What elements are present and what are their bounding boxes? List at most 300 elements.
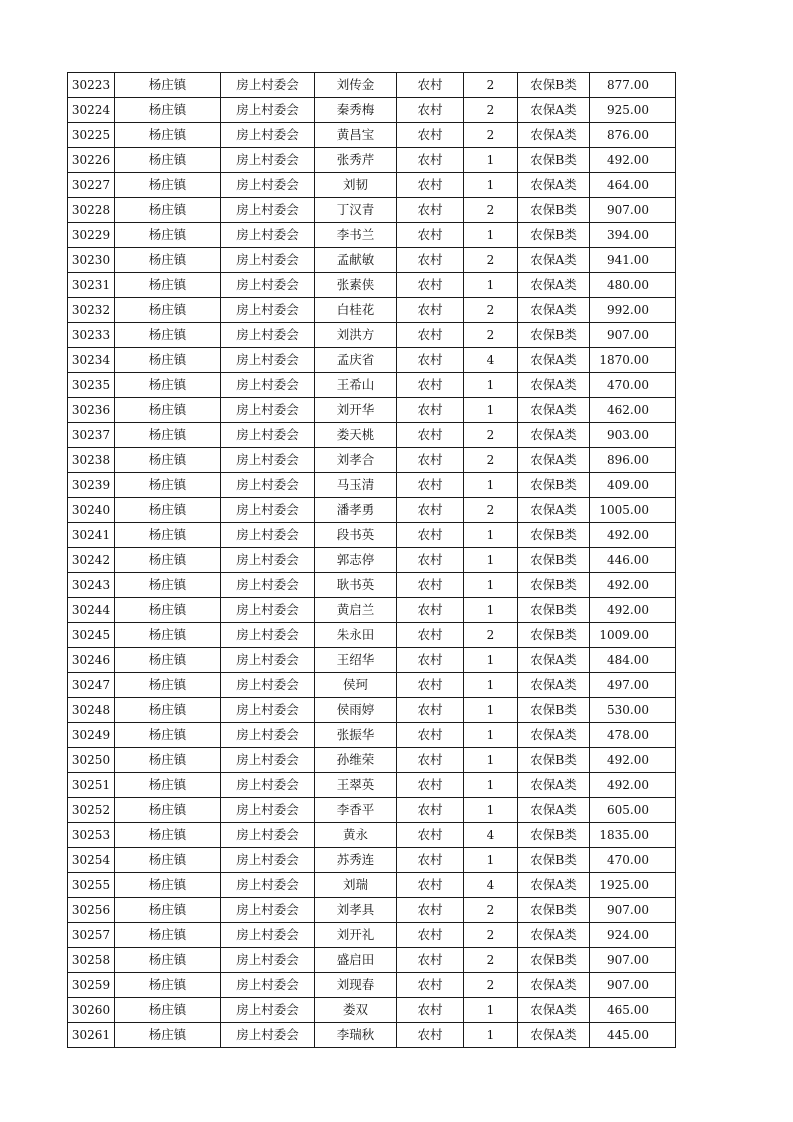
cell-amount: 470.00 (590, 373, 676, 398)
cell-household-count: 2 (464, 123, 518, 148)
cell-area-type: 农村 (397, 298, 464, 323)
cell-village-committee: 房上村委会 (221, 173, 315, 198)
cell-insurance-category: 农保A类 (518, 173, 590, 198)
table-row (68, 998, 676, 1023)
cell-town: 杨庄镇 (115, 523, 221, 548)
cell-record-id: 30228 (68, 198, 115, 223)
table-row (68, 948, 676, 973)
cell-amount: 530.00 (590, 698, 676, 723)
cell-town: 杨庄镇 (115, 248, 221, 273)
cell-household-count: 1 (464, 373, 518, 398)
cell-person-name: 娄天桃 (315, 423, 397, 448)
cell-town: 杨庄镇 (115, 548, 221, 573)
cell-insurance-category: 农保B类 (518, 548, 590, 573)
cell-amount: 941.00 (590, 248, 676, 273)
cell-person-name: 李香平 (315, 798, 397, 823)
cell-household-count: 2 (464, 898, 518, 923)
cell-household-count: 1 (464, 473, 518, 498)
cell-village-committee: 房上村委会 (221, 148, 315, 173)
table-row (68, 623, 676, 648)
cell-household-count: 2 (464, 923, 518, 948)
cell-record-id: 30248 (68, 698, 115, 723)
cell-village-committee: 房上村委会 (221, 723, 315, 748)
cell-amount: 1835.00 (590, 823, 676, 848)
cell-person-name: 张秀芹 (315, 148, 397, 173)
cell-insurance-category: 农保A类 (518, 273, 590, 298)
cell-town: 杨庄镇 (115, 423, 221, 448)
cell-person-name: 刘洪方 (315, 323, 397, 348)
cell-insurance-category: 农保A类 (518, 348, 590, 373)
table-row (68, 773, 676, 798)
cell-village-committee: 房上村委会 (221, 348, 315, 373)
cell-village-committee: 房上村委会 (221, 223, 315, 248)
cell-insurance-category: 农保B类 (518, 573, 590, 598)
cell-amount: 492.00 (590, 598, 676, 623)
cell-household-count: 1 (464, 648, 518, 673)
cell-amount: 907.00 (590, 898, 676, 923)
cell-area-type: 农村 (397, 648, 464, 673)
table-row (68, 398, 676, 423)
cell-town: 杨庄镇 (115, 573, 221, 598)
cell-village-committee: 房上村委会 (221, 948, 315, 973)
table-row (68, 823, 676, 848)
cell-amount: 480.00 (590, 273, 676, 298)
cell-household-count: 1 (464, 698, 518, 723)
cell-household-count: 1 (464, 798, 518, 823)
cell-person-name: 孟献敏 (315, 248, 397, 273)
cell-household-count: 1 (464, 723, 518, 748)
cell-village-committee: 房上村委会 (221, 573, 315, 598)
table-row (68, 248, 676, 273)
cell-village-committee: 房上村委会 (221, 923, 315, 948)
cell-area-type: 农村 (397, 123, 464, 148)
cell-record-id: 30240 (68, 498, 115, 523)
cell-household-count: 2 (464, 948, 518, 973)
cell-amount: 1009.00 (590, 623, 676, 648)
cell-amount: 1925.00 (590, 873, 676, 898)
cell-amount: 1870.00 (590, 348, 676, 373)
cell-household-count: 2 (464, 198, 518, 223)
cell-amount: 470.00 (590, 848, 676, 873)
table-row (68, 498, 676, 523)
cell-amount: 492.00 (590, 773, 676, 798)
cell-insurance-category: 农保A类 (518, 498, 590, 523)
cell-insurance-category: 农保A类 (518, 398, 590, 423)
cell-record-id: 30223 (68, 73, 115, 98)
cell-amount: 394.00 (590, 223, 676, 248)
cell-town: 杨庄镇 (115, 848, 221, 873)
cell-person-name: 刘孝合 (315, 448, 397, 473)
cell-amount: 478.00 (590, 723, 676, 748)
cell-town: 杨庄镇 (115, 173, 221, 198)
cell-village-committee: 房上村委会 (221, 473, 315, 498)
cell-household-count: 2 (464, 298, 518, 323)
cell-insurance-category: 农保A类 (518, 923, 590, 948)
table-row (68, 548, 676, 573)
cell-amount: 445.00 (590, 1023, 676, 1048)
cell-person-name: 张振华 (315, 723, 397, 748)
cell-record-id: 30234 (68, 348, 115, 373)
cell-town: 杨庄镇 (115, 823, 221, 848)
cell-town: 杨庄镇 (115, 323, 221, 348)
cell-record-id: 30261 (68, 1023, 115, 1048)
cell-person-name: 朱永田 (315, 623, 397, 648)
cell-household-count: 2 (464, 248, 518, 273)
table-row (68, 273, 676, 298)
table-row (68, 798, 676, 823)
cell-village-committee: 房上村委会 (221, 373, 315, 398)
cell-insurance-category: 农保A类 (518, 423, 590, 448)
cell-town: 杨庄镇 (115, 873, 221, 898)
cell-village-committee: 房上村委会 (221, 598, 315, 623)
cell-village-committee: 房上村委会 (221, 673, 315, 698)
cell-insurance-category: 农保A类 (518, 373, 590, 398)
cell-town: 杨庄镇 (115, 373, 221, 398)
table-row (68, 473, 676, 498)
cell-record-id: 30253 (68, 823, 115, 848)
cell-village-committee: 房上村委会 (221, 848, 315, 873)
cell-person-name: 李书兰 (315, 223, 397, 248)
cell-household-count: 2 (464, 448, 518, 473)
cell-area-type: 农村 (397, 848, 464, 873)
cell-person-name: 马玉清 (315, 473, 397, 498)
cell-village-committee: 房上村委会 (221, 273, 315, 298)
cell-insurance-category: 农保A类 (518, 448, 590, 473)
cell-person-name: 侯珂 (315, 673, 397, 698)
cell-insurance-category: 农保B类 (518, 948, 590, 973)
cell-household-count: 1 (464, 598, 518, 623)
cell-insurance-category: 农保A类 (518, 998, 590, 1023)
cell-household-count: 1 (464, 748, 518, 773)
cell-area-type: 农村 (397, 948, 464, 973)
cell-town: 杨庄镇 (115, 673, 221, 698)
cell-person-name: 秦秀梅 (315, 98, 397, 123)
cell-amount: 903.00 (590, 423, 676, 448)
table-row (68, 423, 676, 448)
cell-person-name: 张素侠 (315, 273, 397, 298)
cell-insurance-category: 农保B类 (518, 598, 590, 623)
cell-amount: 924.00 (590, 923, 676, 948)
cell-town: 杨庄镇 (115, 648, 221, 673)
cell-household-count: 2 (464, 623, 518, 648)
cell-town: 杨庄镇 (115, 298, 221, 323)
cell-insurance-category: 农保A类 (518, 873, 590, 898)
table-row (68, 298, 676, 323)
cell-record-id: 30231 (68, 273, 115, 298)
cell-insurance-category: 农保B类 (518, 73, 590, 98)
cell-village-committee: 房上村委会 (221, 823, 315, 848)
cell-village-committee: 房上村委会 (221, 1023, 315, 1048)
cell-record-id: 30235 (68, 373, 115, 398)
cell-person-name: 黄永 (315, 823, 397, 848)
cell-area-type: 农村 (397, 998, 464, 1023)
cell-village-committee: 房上村委会 (221, 248, 315, 273)
cell-person-name: 刘传金 (315, 73, 397, 98)
table-row (68, 148, 676, 173)
cell-household-count: 1 (464, 548, 518, 573)
cell-household-count: 1 (464, 673, 518, 698)
cell-household-count: 1 (464, 523, 518, 548)
cell-record-id: 30242 (68, 548, 115, 573)
cell-household-count: 1 (464, 273, 518, 298)
table-row (68, 973, 676, 998)
cell-record-id: 30230 (68, 248, 115, 273)
cell-area-type: 农村 (397, 223, 464, 248)
cell-household-count: 1 (464, 398, 518, 423)
cell-amount: 907.00 (590, 323, 676, 348)
cell-village-committee: 房上村委会 (221, 623, 315, 648)
cell-insurance-category: 农保B类 (518, 623, 590, 648)
cell-person-name: 娄双 (315, 998, 397, 1023)
cell-village-committee: 房上村委会 (221, 498, 315, 523)
cell-person-name: 李瑞秋 (315, 1023, 397, 1048)
cell-town: 杨庄镇 (115, 598, 221, 623)
cell-person-name: 刘现春 (315, 973, 397, 998)
cell-record-id: 30243 (68, 573, 115, 598)
cell-record-id: 30250 (68, 748, 115, 773)
cell-insurance-category: 农保B类 (518, 148, 590, 173)
cell-area-type: 农村 (397, 898, 464, 923)
cell-village-committee: 房上村委会 (221, 648, 315, 673)
cell-town: 杨庄镇 (115, 898, 221, 923)
table-row (68, 898, 676, 923)
table-row (68, 323, 676, 348)
cell-record-id: 30232 (68, 298, 115, 323)
cell-town: 杨庄镇 (115, 448, 221, 473)
cell-area-type: 农村 (397, 323, 464, 348)
cell-person-name: 潘孝勇 (315, 498, 397, 523)
table-row (68, 723, 676, 748)
cell-village-committee: 房上村委会 (221, 548, 315, 573)
cell-amount: 907.00 (590, 973, 676, 998)
cell-town: 杨庄镇 (115, 198, 221, 223)
cell-area-type: 农村 (397, 198, 464, 223)
cell-person-name: 王翠英 (315, 773, 397, 798)
cell-person-name: 刘开华 (315, 398, 397, 423)
cell-village-committee: 房上村委会 (221, 73, 315, 98)
cell-insurance-category: 农保A类 (518, 798, 590, 823)
cell-area-type: 农村 (397, 598, 464, 623)
cell-area-type: 农村 (397, 548, 464, 573)
cell-area-type: 农村 (397, 698, 464, 723)
document-sheet (67, 72, 676, 1048)
cell-area-type: 农村 (397, 498, 464, 523)
cell-person-name: 白桂花 (315, 298, 397, 323)
cell-insurance-category: 农保A类 (518, 648, 590, 673)
table-row (68, 598, 676, 623)
cell-village-committee: 房上村委会 (221, 398, 315, 423)
cell-town: 杨庄镇 (115, 348, 221, 373)
cell-household-count: 4 (464, 873, 518, 898)
cell-insurance-category: 农保A类 (518, 973, 590, 998)
cell-household-count: 2 (464, 973, 518, 998)
cell-insurance-category: 农保A类 (518, 773, 590, 798)
cell-person-name: 段书英 (315, 523, 397, 548)
cell-person-name: 黄启兰 (315, 598, 397, 623)
cell-record-id: 30238 (68, 448, 115, 473)
cell-record-id: 30257 (68, 923, 115, 948)
cell-record-id: 30233 (68, 323, 115, 348)
cell-record-id: 30225 (68, 123, 115, 148)
table-row (68, 673, 676, 698)
cell-village-committee: 房上村委会 (221, 98, 315, 123)
cell-insurance-category: 农保B类 (518, 823, 590, 848)
cell-town: 杨庄镇 (115, 923, 221, 948)
cell-insurance-category: 农保B类 (518, 748, 590, 773)
table-row (68, 198, 676, 223)
cell-amount: 1005.00 (590, 498, 676, 523)
cell-household-count: 1 (464, 998, 518, 1023)
cell-area-type: 农村 (397, 398, 464, 423)
cell-record-id: 30260 (68, 998, 115, 1023)
cell-area-type: 农村 (397, 923, 464, 948)
cell-area-type: 农村 (397, 98, 464, 123)
cell-person-name: 丁汉青 (315, 198, 397, 223)
cell-household-count: 1 (464, 173, 518, 198)
cell-record-id: 30259 (68, 973, 115, 998)
cell-record-id: 30229 (68, 223, 115, 248)
cell-area-type: 农村 (397, 823, 464, 848)
cell-household-count: 4 (464, 823, 518, 848)
cell-insurance-category: 农保B类 (518, 898, 590, 923)
cell-town: 杨庄镇 (115, 773, 221, 798)
cell-town: 杨庄镇 (115, 223, 221, 248)
cell-village-committee: 房上村委会 (221, 123, 315, 148)
cell-village-committee: 房上村委会 (221, 523, 315, 548)
cell-area-type: 农村 (397, 523, 464, 548)
cell-area-type: 农村 (397, 1023, 464, 1048)
cell-household-count: 2 (464, 323, 518, 348)
cell-household-count: 4 (464, 348, 518, 373)
cell-area-type: 农村 (397, 573, 464, 598)
cell-town: 杨庄镇 (115, 123, 221, 148)
cell-person-name: 王绍华 (315, 648, 397, 673)
cell-town: 杨庄镇 (115, 273, 221, 298)
cell-record-id: 30249 (68, 723, 115, 748)
cell-amount: 907.00 (590, 948, 676, 973)
table-row (68, 223, 676, 248)
cell-person-name: 郭志停 (315, 548, 397, 573)
cell-town: 杨庄镇 (115, 948, 221, 973)
cell-town: 杨庄镇 (115, 998, 221, 1023)
cell-town: 杨庄镇 (115, 623, 221, 648)
table-row (68, 848, 676, 873)
table-row (68, 648, 676, 673)
cell-area-type: 农村 (397, 773, 464, 798)
cell-village-committee: 房上村委会 (221, 973, 315, 998)
cell-record-id: 30227 (68, 173, 115, 198)
cell-town: 杨庄镇 (115, 498, 221, 523)
cell-person-name: 黄昌宝 (315, 123, 397, 148)
cell-record-id: 30245 (68, 623, 115, 648)
cell-amount: 465.00 (590, 998, 676, 1023)
table-row (68, 448, 676, 473)
cell-town: 杨庄镇 (115, 798, 221, 823)
cell-person-name: 王希山 (315, 373, 397, 398)
cell-area-type: 农村 (397, 798, 464, 823)
cell-area-type: 农村 (397, 148, 464, 173)
cell-record-id: 30226 (68, 148, 115, 173)
cell-area-type: 农村 (397, 373, 464, 398)
cell-village-committee: 房上村委会 (221, 798, 315, 823)
cell-person-name: 刘孝具 (315, 898, 397, 923)
cell-area-type: 农村 (397, 448, 464, 473)
cell-household-count: 1 (464, 848, 518, 873)
cell-insurance-category: 农保B类 (518, 473, 590, 498)
cell-area-type: 农村 (397, 673, 464, 698)
cell-household-count: 2 (464, 73, 518, 98)
cell-area-type: 农村 (397, 248, 464, 273)
cell-insurance-category: 农保A类 (518, 723, 590, 748)
table-row (68, 373, 676, 398)
cell-town: 杨庄镇 (115, 723, 221, 748)
cell-record-id: 30256 (68, 898, 115, 923)
cell-insurance-category: 农保B类 (518, 198, 590, 223)
cell-person-name: 盛启田 (315, 948, 397, 973)
cell-village-committee: 房上村委会 (221, 998, 315, 1023)
table-row (68, 73, 676, 98)
cell-insurance-category: 农保B类 (518, 223, 590, 248)
table-row (68, 1023, 676, 1048)
cell-town: 杨庄镇 (115, 1023, 221, 1048)
cell-household-count: 2 (464, 423, 518, 448)
cell-amount: 876.00 (590, 123, 676, 148)
cell-record-id: 30254 (68, 848, 115, 873)
cell-insurance-category: 农保A类 (518, 673, 590, 698)
cell-record-id: 30252 (68, 798, 115, 823)
cell-town: 杨庄镇 (115, 473, 221, 498)
cell-amount: 484.00 (590, 648, 676, 673)
cell-record-id: 30244 (68, 598, 115, 623)
cell-area-type: 农村 (397, 873, 464, 898)
cell-town: 杨庄镇 (115, 398, 221, 423)
cell-amount: 605.00 (590, 798, 676, 823)
cell-person-name: 刘瑞 (315, 873, 397, 898)
table-row (68, 698, 676, 723)
table-body (68, 73, 676, 1048)
cell-household-count: 1 (464, 223, 518, 248)
table-row (68, 98, 676, 123)
cell-town: 杨庄镇 (115, 698, 221, 723)
table-row (68, 748, 676, 773)
table-row (68, 348, 676, 373)
cell-area-type: 农村 (397, 748, 464, 773)
cell-amount: 925.00 (590, 98, 676, 123)
cell-person-name: 苏秀连 (315, 848, 397, 873)
cell-amount: 877.00 (590, 73, 676, 98)
cell-amount: 992.00 (590, 298, 676, 323)
table-row (68, 173, 676, 198)
cell-amount: 492.00 (590, 748, 676, 773)
cell-town: 杨庄镇 (115, 73, 221, 98)
cell-household-count: 1 (464, 1023, 518, 1048)
cell-insurance-category: 农保B类 (518, 523, 590, 548)
cell-person-name: 刘开礼 (315, 923, 397, 948)
table-row (68, 573, 676, 598)
cell-town: 杨庄镇 (115, 98, 221, 123)
cell-household-count: 2 (464, 98, 518, 123)
cell-insurance-category: 农保A类 (518, 1023, 590, 1048)
cell-amount: 896.00 (590, 448, 676, 473)
cell-town: 杨庄镇 (115, 973, 221, 998)
cell-village-committee: 房上村委会 (221, 448, 315, 473)
cell-village-committee: 房上村委会 (221, 298, 315, 323)
cell-record-id: 30246 (68, 648, 115, 673)
cell-person-name: 孙维荣 (315, 748, 397, 773)
cell-record-id: 30241 (68, 523, 115, 548)
cell-village-committee: 房上村委会 (221, 423, 315, 448)
cell-amount: 464.00 (590, 173, 676, 198)
